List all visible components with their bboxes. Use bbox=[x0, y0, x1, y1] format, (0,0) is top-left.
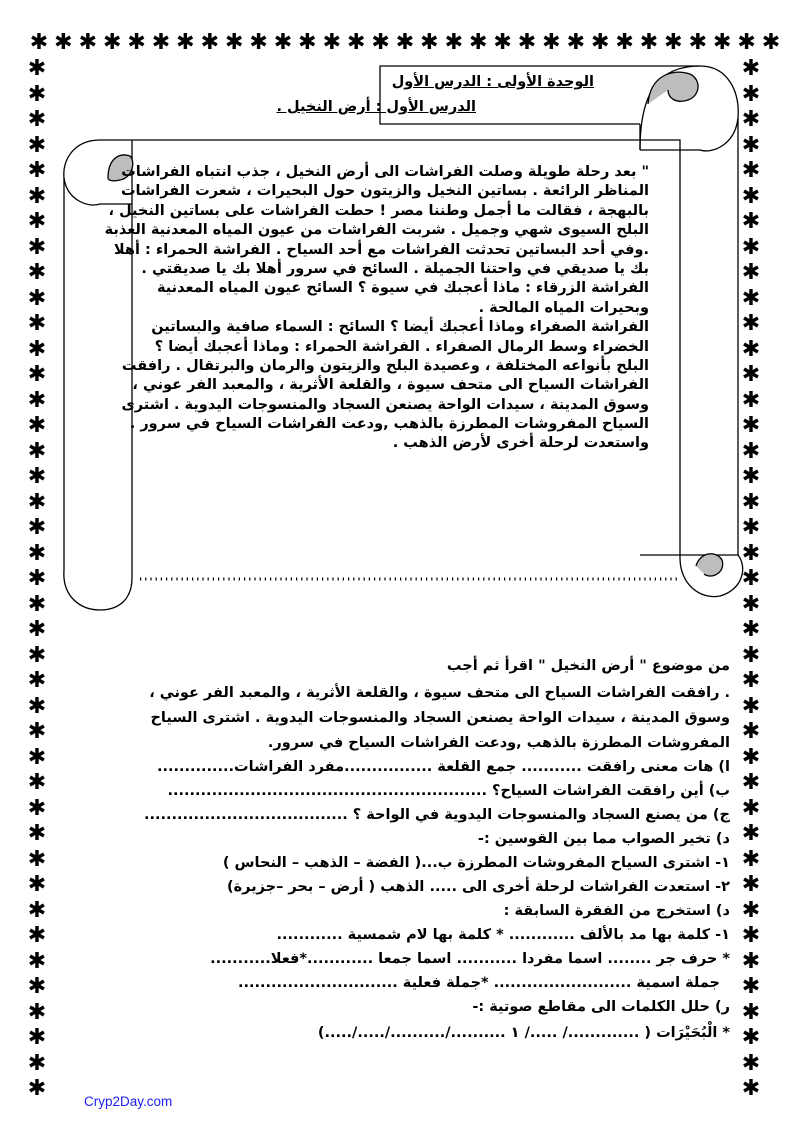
border-star-icon: ✱ bbox=[741, 540, 761, 566]
border-star-icon: ✱ bbox=[27, 948, 47, 974]
border-star-icon: ✱ bbox=[27, 209, 47, 234]
border-star-icon: ✱ bbox=[27, 260, 47, 285]
question-e2: * حرف جر ........ اسما مفردا ........... اسما جمعا ............*فعلا........... bbox=[210, 951, 730, 967]
border-star-icon: ✱ bbox=[566, 30, 586, 55]
border-star-icon: ✱ bbox=[27, 56, 47, 81]
border-star-icon: ✱ bbox=[27, 642, 47, 668]
border-star-icon: ✱ bbox=[176, 30, 195, 55]
border-star-icon: ✱ bbox=[542, 30, 561, 55]
border-star-icon: ✱ bbox=[741, 795, 761, 821]
border-star-icon: ✱ bbox=[151, 30, 171, 55]
border-star-icon: ✱ bbox=[590, 30, 610, 55]
border-star-icon: ✱ bbox=[27, 1076, 47, 1101]
border-star-icon: ✱ bbox=[741, 1025, 761, 1050]
excerpt-line: وسوق المدينة ، سيدات الواحة يصنعن السجاد والمنسوجات اليدوية . اشترى السياح bbox=[150, 710, 730, 726]
border-star-icon: ✱ bbox=[741, 209, 761, 234]
border-star-icon: ✱ bbox=[741, 821, 761, 846]
border-star-icon: ✱ bbox=[27, 1050, 47, 1076]
border-star-icon: ✱ bbox=[346, 30, 366, 55]
border-star-icon: ✱ bbox=[273, 30, 293, 55]
border-star-icon: ✱ bbox=[27, 362, 47, 387]
border-star-icon: ✱ bbox=[224, 30, 244, 55]
border-star-icon: ✱ bbox=[27, 540, 47, 566]
border-star-icon: ✱ bbox=[741, 897, 761, 923]
passage-line: وبحيرات المياه المالحة . bbox=[478, 299, 649, 316]
border-star-icon: ✱ bbox=[615, 30, 634, 55]
border-star-icon: ✱ bbox=[395, 30, 415, 55]
passage-line: الخضراء وسط الرمال الصفراء . الفراشة الحمراء : وماذا أعجبك أيضا ؟ bbox=[154, 338, 649, 355]
border-star-icon: ✱ bbox=[741, 617, 761, 642]
question-e1: ١- كلمة بها مد بالألف ............ * كلمة بها لام شمسية ............ bbox=[276, 927, 730, 943]
border-star-icon: ✱ bbox=[741, 158, 761, 183]
border-star-icon: ✱ bbox=[27, 515, 47, 540]
border-star-icon: ✱ bbox=[444, 30, 464, 55]
border-star-icon: ✱ bbox=[27, 183, 47, 209]
border-star-icon: ✱ bbox=[712, 30, 732, 55]
excerpt-line: المفروشات المطرزة بالذهب ,ودعت الفراشات السياح في سرور. bbox=[267, 735, 730, 751]
unit-title: الوحدة الأولى : الدرس الأول bbox=[391, 74, 594, 90]
passage-line: بالبهجة ، فقالت ما أجمل وطننا مصر ! حطت الفراشات على بساتين النخيل ، bbox=[108, 202, 649, 219]
border-star-icon: ✱ bbox=[741, 515, 761, 540]
question-c: ج) من يصنع السجاد والمنسوجات اليدوية في الواحة ؟ ..................................... bbox=[143, 807, 730, 823]
question-d2: ٢- استعدت الفراشات لرحلة أخرى الى ..... الذهب ( أرض – بحر –جزيرة) bbox=[226, 879, 730, 895]
border-star-icon: ✱ bbox=[298, 30, 317, 55]
border-star-icon: ✱ bbox=[27, 413, 47, 438]
reading-passage bbox=[104, 163, 649, 454]
passage-line: الفراشات السياح الى متحف سيوة ، والقلعة الأثرية ، والمعبد الفر عوني ، bbox=[132, 377, 649, 394]
question-d: د) تخير الصواب مما بين القوسين :- bbox=[477, 831, 730, 847]
border-star-icon: ✱ bbox=[322, 30, 342, 55]
border-star-icon: ✱ bbox=[741, 234, 761, 260]
border-star-icon: ✱ bbox=[29, 30, 49, 55]
border-star-icon: ✱ bbox=[27, 81, 47, 107]
border-star-icon: ✱ bbox=[741, 719, 761, 744]
border-star-icon: ✱ bbox=[27, 464, 47, 489]
border-star-icon: ✱ bbox=[27, 387, 47, 413]
border-star-icon: ✱ bbox=[688, 30, 708, 55]
passage-line: .وفي أحد البساتين تحدثت الفراشات مع أحد السياح . الفراشة الحمراء : أهلا bbox=[113, 241, 649, 258]
border-star-icon: ✱ bbox=[27, 744, 47, 770]
border-star-icon: ✱ bbox=[27, 617, 47, 642]
border-star-icon: ✱ bbox=[27, 566, 47, 591]
border-star-icon: ✱ bbox=[741, 56, 761, 81]
border-star-icon: ✱ bbox=[741, 591, 761, 617]
border-star-icon: ✱ bbox=[27, 1025, 47, 1050]
passage-line: واستعدت لرحلة أخرى لأرض الذهب . bbox=[392, 435, 649, 452]
lesson-title: الدرس الأول : أرض النخيل . bbox=[276, 99, 476, 115]
question-b: ب) أين رافقت الفراشات السياح؟ .......................................................... bbox=[167, 783, 730, 799]
border-star-icon: ✱ bbox=[741, 1050, 761, 1076]
border-star-icon: ✱ bbox=[27, 668, 47, 693]
border-star-icon: ✱ bbox=[27, 846, 47, 872]
border-star-icon: ✱ bbox=[741, 413, 761, 438]
border-star-icon: ✱ bbox=[741, 285, 761, 311]
question-e3: جملة اسمية ......................... *جملة فعلية ............................. bbox=[237, 975, 720, 991]
border-star-icon: ✱ bbox=[27, 770, 47, 795]
passage-line: وسوق المدينة ، سيدات الواحة يصنعن السجاد والمنسوجات اليدوية . اشترى bbox=[121, 396, 649, 413]
border-star-icon: ✱ bbox=[27, 693, 47, 719]
border-star-icon: ✱ bbox=[741, 668, 761, 693]
question-a: ا) هات معنى رافقت ........... جمع القلعة ................مفرد الفراشات.............. bbox=[156, 759, 730, 775]
border-star-icon: ✱ bbox=[27, 872, 47, 897]
border-star-icon: ✱ bbox=[741, 974, 761, 999]
border-star-icon: ✱ bbox=[741, 1076, 761, 1101]
border-star-icon: ✱ bbox=[27, 311, 47, 336]
border-star-icon: ✱ bbox=[27, 107, 47, 132]
border-star-icon: ✱ bbox=[741, 438, 761, 464]
border-star-icon: ✱ bbox=[737, 30, 756, 55]
border-star-icon: ✱ bbox=[27, 158, 47, 183]
border-star-icon: ✱ bbox=[27, 438, 47, 464]
border-star-icon: ✱ bbox=[741, 362, 761, 387]
passage-line: البلح السيوى شهي وجميل . شربت الفراشات من عيون المياه المعدنية العذبة bbox=[104, 222, 649, 239]
passage-line: السياح المفروشات المطرزة بالذهب ,ودعت الفراشات السياح في سرور . bbox=[129, 416, 649, 433]
border-star-icon: ✱ bbox=[27, 719, 47, 744]
border-star-icon: ✱ bbox=[741, 770, 761, 795]
passage-line: " بعد رحلة طويلة وصلت الفراشات الى أرض النخيل ، جذب انتباه الفراشات bbox=[121, 164, 649, 180]
border-star-icon: ✱ bbox=[639, 30, 659, 55]
border-star-icon: ✱ bbox=[741, 183, 761, 209]
border-star-icon: ✱ bbox=[468, 30, 488, 55]
border-star-icon: ✱ bbox=[741, 642, 761, 668]
border-star-icon: ✱ bbox=[127, 30, 146, 55]
border-star-icon: ✱ bbox=[78, 30, 98, 55]
passage-line: البلح بأنواعه المختلفة ، وعصيدة البلح والزيتون والرمان والبرتقال . رافقت bbox=[121, 357, 649, 374]
border-star-icon: ✱ bbox=[102, 30, 122, 55]
border-star-icon: ✱ bbox=[741, 693, 761, 719]
exercise-intro: من موضوع " أرض النخيل " اقرأ ثم أجب bbox=[446, 658, 730, 674]
border-star-icon: ✱ bbox=[54, 30, 73, 55]
border-star-icon: ✱ bbox=[761, 30, 781, 55]
border-star-icon: ✱ bbox=[27, 591, 47, 617]
border-star-icon: ✱ bbox=[27, 132, 47, 158]
border-star-icon: ✱ bbox=[493, 30, 512, 55]
border-star-icon: ✱ bbox=[741, 311, 761, 336]
border-star-icon: ✱ bbox=[741, 846, 761, 872]
border-star-icon: ✱ bbox=[741, 489, 761, 515]
border-star-icon: ✱ bbox=[27, 336, 47, 362]
border-star-icon: ✱ bbox=[741, 872, 761, 897]
border-star-icon: ✱ bbox=[741, 81, 761, 107]
border-star-icon: ✱ bbox=[741, 948, 761, 974]
passage-line: الفراشة الزرقاء : ماذا أعجبك في سيوة ؟ السائح عيون المياه المعدنية bbox=[156, 280, 649, 297]
passage-line: بك يا صديقي في واحتنا الجميلة . السائح في سرور أهلا بك يا صديقتي . bbox=[141, 260, 649, 277]
border-star-icon: ✱ bbox=[27, 974, 47, 999]
border-star-icon: ✱ bbox=[741, 566, 761, 591]
border-star-icon: ✱ bbox=[741, 387, 761, 413]
border-star-icon: ✱ bbox=[27, 999, 47, 1025]
border-star-icon: ✱ bbox=[741, 107, 761, 132]
border-star-icon: ✱ bbox=[741, 923, 761, 948]
border-star-icon: ✱ bbox=[741, 336, 761, 362]
border-star-icon: ✱ bbox=[741, 260, 761, 285]
border-star-icon: ✱ bbox=[200, 30, 220, 55]
passage-line: الفراشة الصفراء وماذا أعجبك أيضا ؟ السائح : السماء صافية والبساتين bbox=[151, 319, 649, 336]
border-star-icon: ✱ bbox=[27, 897, 47, 923]
border-star-icon: ✱ bbox=[517, 30, 537, 55]
question-f1: * الْبُحَيْرَات ( ............./ ...../ ١ ........../........../...../.....) bbox=[317, 1025, 730, 1041]
border-star-icon: ✱ bbox=[741, 744, 761, 770]
border-star-icon: ✱ bbox=[741, 132, 761, 158]
site-watermark[interactable]: Cryp2Day.com bbox=[84, 1094, 173, 1109]
border-star-icon: ✱ bbox=[27, 821, 47, 846]
border-star-icon: ✱ bbox=[27, 234, 47, 260]
border-star-icon: ✱ bbox=[741, 999, 761, 1025]
border-star-icon: ✱ bbox=[27, 285, 47, 311]
border-star-icon: ✱ bbox=[664, 30, 683, 55]
question-f: ر) حلل الكلمات الى مقاطع صوتية :- bbox=[472, 999, 730, 1015]
border-star-icon: ✱ bbox=[420, 30, 439, 55]
passage-line: المناظر الرائعة . بساتين النخيل والزيتون حول البحيرات ، شعرت الفراشات bbox=[120, 183, 649, 200]
border-star-icon: ✱ bbox=[741, 464, 761, 489]
border-star-icon: ✱ bbox=[27, 489, 47, 515]
question-e: د) استخرج من الفقرة السابقة : bbox=[503, 903, 730, 919]
border-star-icon: ✱ bbox=[27, 795, 47, 821]
border-star-icon: ✱ bbox=[371, 30, 390, 55]
excerpt-line: . رافقت الفراشات السياح الى متحف سيوة ، والقلعة الأثرية ، والمعبد الفر عوني ، bbox=[149, 685, 730, 701]
border-star-icon: ✱ bbox=[27, 923, 47, 948]
question-d1: ١- اشترى السياح المفروشات المطرزة ب...( الفضة – الذهب – النحاس ) bbox=[222, 855, 730, 871]
border-star-icon: ✱ bbox=[249, 30, 268, 55]
